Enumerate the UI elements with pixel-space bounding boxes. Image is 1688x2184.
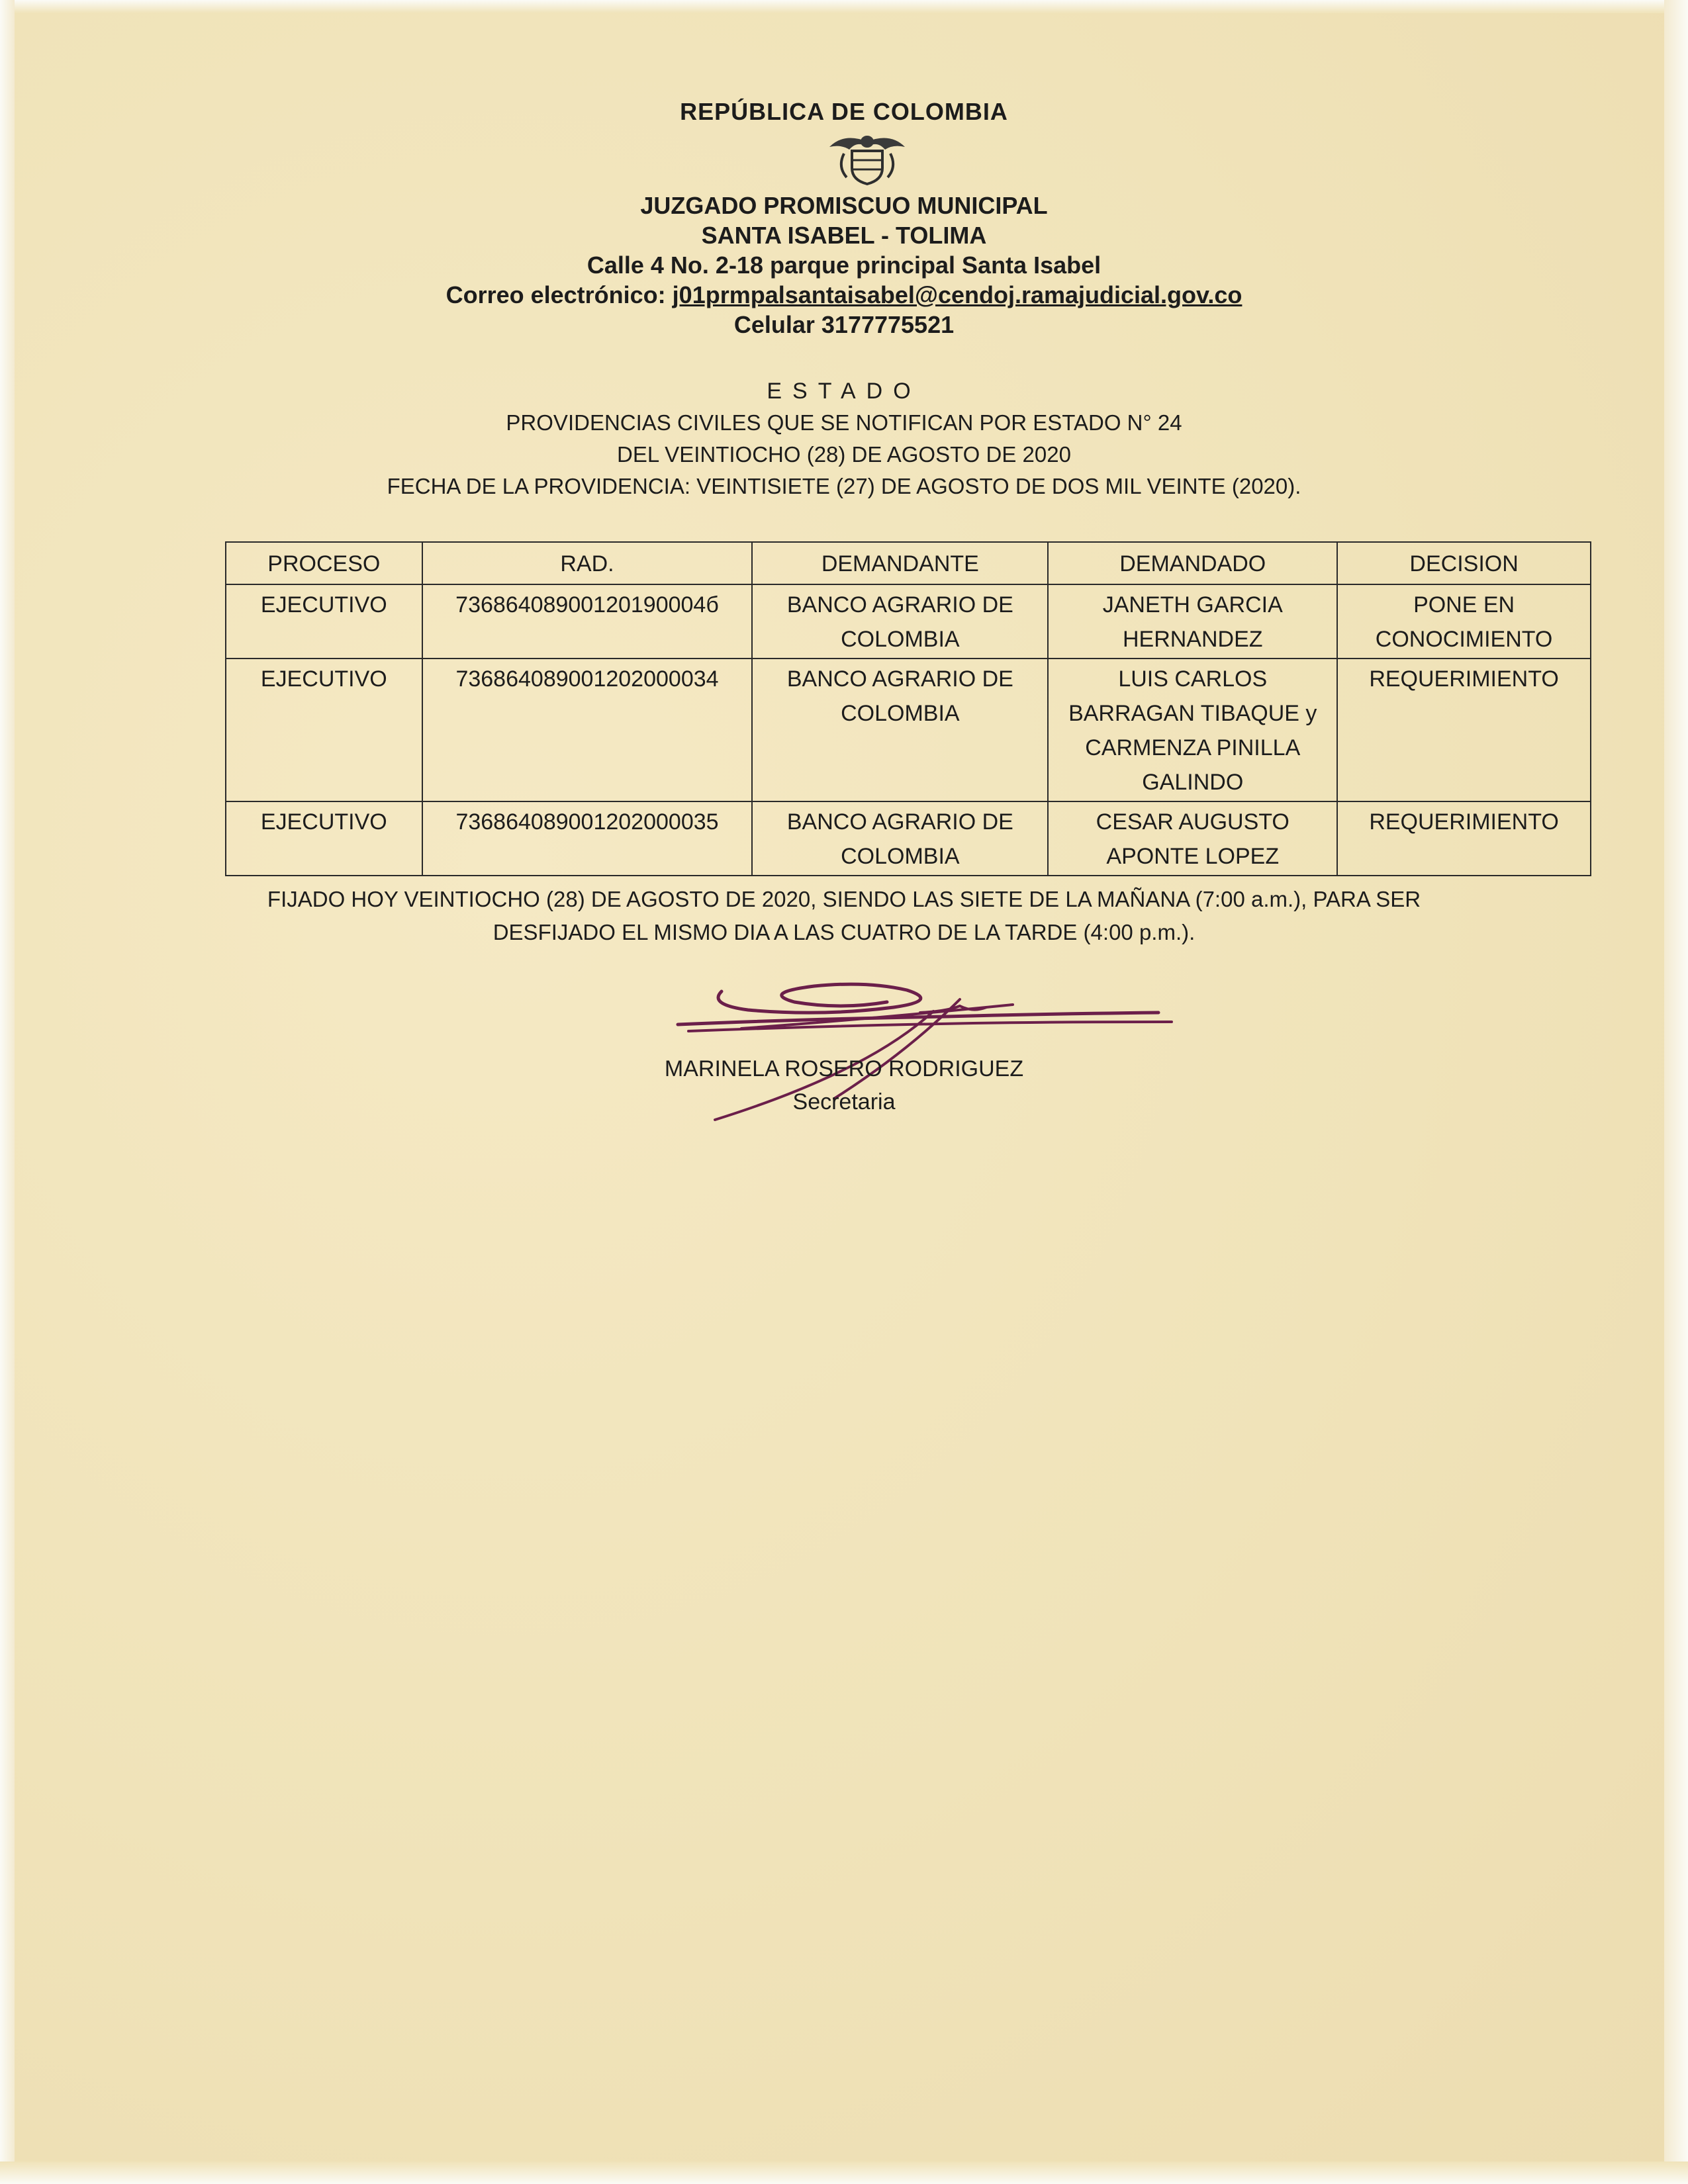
table-row [226,801,1591,876]
header-city: SANTA ISABEL - TOLIMA [701,222,987,249]
coat-of-arms-seal-icon [824,127,910,187]
table-header-row [226,542,1591,584]
footer-posted-line: FIJADO HOY VEINTIOCHO (28) DE AGOSTO DE 2020, SIENDO LAS SIETE DE LA MAÑANA (7:00 a.m.), PARA SER [267,887,1421,911]
cell-proceso: EJECUTIVO [226,659,422,801]
title-estado: ESTADO [767,379,921,404]
signer-name: MARINELA ROSERO RODRIGUEZ [664,1056,1024,1081]
header-rad: RAD. [422,542,753,584]
cell-rad: 73686408900120190004б [422,584,753,659]
cell-demandado [1048,801,1337,876]
signer-role: Secretaria [792,1089,896,1115]
footer-removed-line: DESFIJADO EL MISMO DIA A LAS CUATRO DE LA TARDE (4:00 p.m.). [492,920,1196,944]
cell-line: COLOMBIA [841,844,960,869]
cell-line: BANCO AGRARIO DE [786,809,1013,835]
cell-decision [1337,659,1591,801]
cell-line: APONTE LOPEZ [1106,844,1280,869]
cell-decision [1337,801,1591,876]
cell-demandante [752,801,1048,876]
cell-line: PONE EN [1413,592,1515,617]
cell-line: REQUERIMIENTO [1369,666,1559,692]
header-demandante: DEMANDANTE [752,542,1048,584]
cell-line: COLOMBIA [841,701,960,726]
cell-demandante [752,584,1048,659]
cell-line: REQUERIMIENTO [1369,809,1559,835]
cell-line: CONOCIMIENTO [1375,627,1553,652]
cell-line: BANCO AGRARIO DE [786,592,1013,617]
scan-edge-top [0,0,1688,13]
cell-demandante [752,659,1048,801]
cell-line: JANETH GARCIA [1102,592,1283,617]
header-address: Calle 4 No. 2-18 parque principal Santa Isabel [586,251,1102,279]
cell-proceso: EJECUTIVO [226,801,422,876]
notices-table [225,541,1591,876]
title-line-3: FECHA DE LA PROVIDENCIA: VEINTISIETE (27) DE AGOSTO DE DOS MIL VEINTE (2020). [387,474,1301,498]
cell-line: COLOMBIA [841,627,960,652]
scan-edge-bottom [0,2161,1688,2184]
header-phone: Celular 3177775521 [733,311,955,338]
header-decision: DECISION [1337,542,1591,584]
cell-decision [1337,584,1591,659]
cell-line: GALINDO [1142,770,1244,795]
email-label: Correo electrónico: [445,281,666,308]
email-link[interactable]: j01prmpalsantaisabel@cendoj.ramajudicial.gov.co [672,281,1243,308]
table-row [226,659,1591,801]
cell-line: BANCO AGRARIO DE [786,666,1013,692]
header-email-line [0,281,1688,309]
cell-line: BARRAGAN TIBAQUE y [1068,701,1317,726]
header-proceso: PROCESO [226,542,422,584]
cell-demandado [1048,584,1337,659]
cell-line: HERNANDEZ [1122,627,1263,652]
cell-rad: 736864089001202000035 [422,801,753,876]
cell-rad: 736864089001202000034 [422,659,753,801]
header-demandado: DEMANDADO [1048,542,1337,584]
cell-line: CESAR AUGUSTO [1096,809,1289,835]
cell-line: CARMENZA PINILLA [1085,735,1301,760]
header-country: REPÚBLICA DE COLOMBIA [680,98,1008,125]
cell-line: LUIS CARLOS [1118,666,1268,692]
title-line-1: PROVIDENCIAS CIVILES QUE SE NOTIFICAN POR ESTADO N° 24 [506,410,1182,435]
table-row [226,584,1591,659]
header-court: JUZGADO PROMISCUO MUNICIPAL [640,192,1048,219]
title-line-2: DEL VEINTIOCHO (28) DE AGOSTO DE 2020 [617,442,1071,467]
cell-proceso: EJECUTIVO [226,584,422,659]
cell-demandado [1048,659,1337,801]
